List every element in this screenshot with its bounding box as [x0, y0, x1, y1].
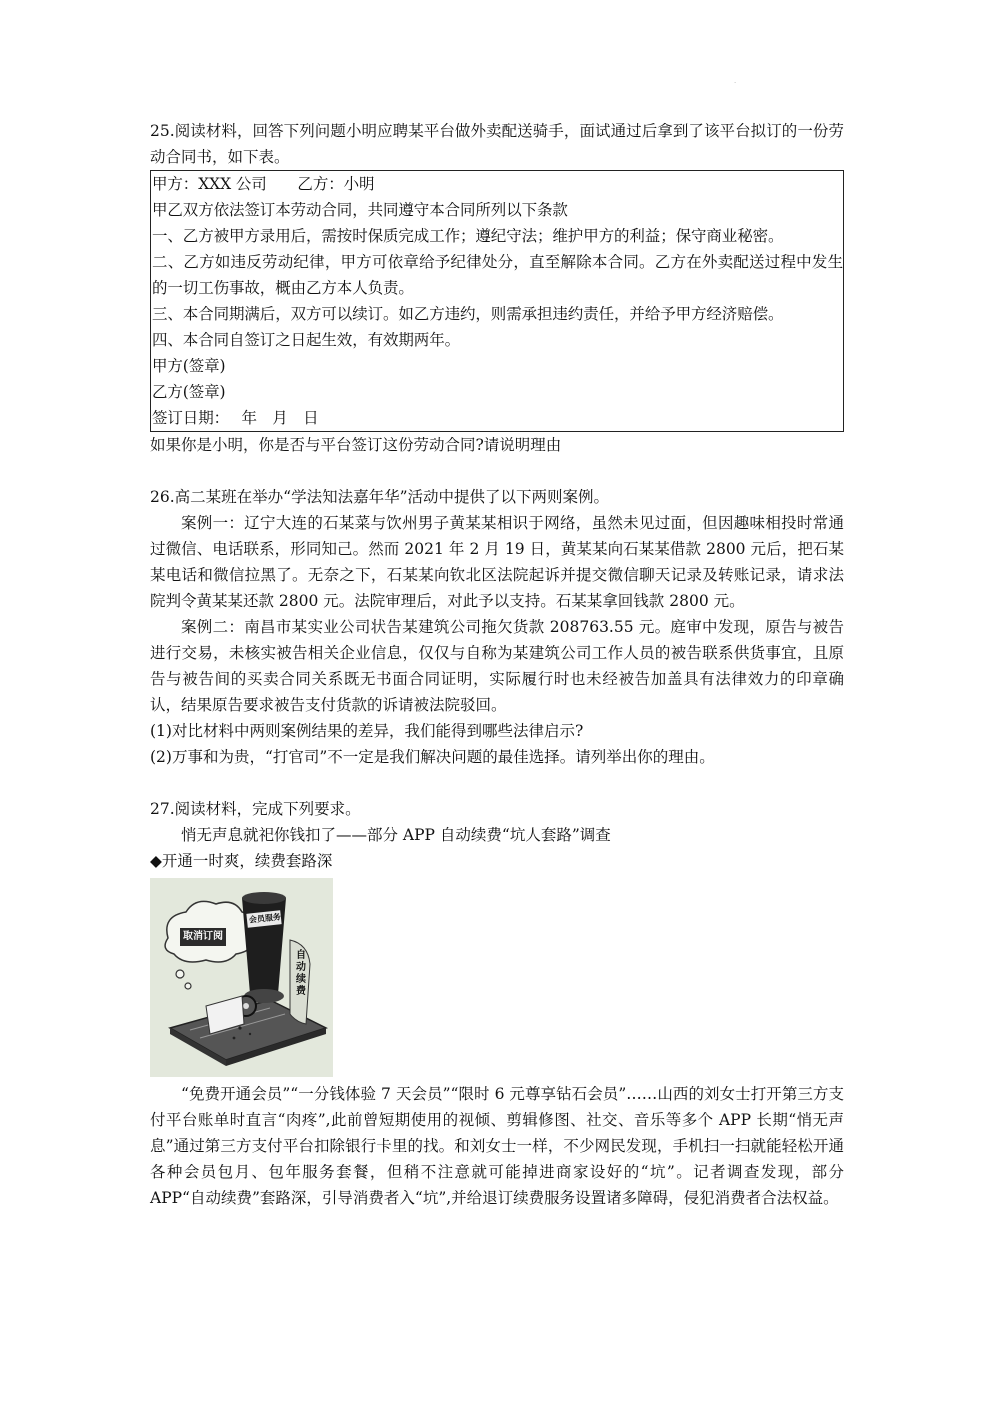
corner-mark: . — [734, 78, 736, 85]
q27-title: 悄无声息就祀你钱扣了——部分 APP 自动续费“坑人套路”调查 — [181, 826, 611, 844]
q27-intro: 27.阅读材料，完成下列要求。 — [150, 800, 361, 818]
contract-clause-1: 一、乙方被甲方录用后，需按时保质完成工作；遵纪守法；维护甲方的利益；保守商业秘密。 — [152, 227, 784, 245]
auto-renewal-illustration — [150, 878, 333, 1077]
document-page — [150, 118, 844, 1211]
spacer — [150, 770, 844, 796]
side-label: 自动续费 — [296, 950, 306, 997]
q26-question-2: (2)万事和为贵，“打官司”不一定是我们解决问题的最佳选择。请列举出你的理由。 — [150, 748, 715, 766]
q26-case-1: 案例一：辽宁大连的石某菜与饮州男子黄某某相识于网络，虽然未见过面，但因趣味相投时常通过微信、电话联系，形同知己。然而 2021 年 2 月 19 日，黄某某向石某某借款 2800 元后，把石某某电话和微信拉黑了。无奈之下，石某某向钦北区法院起诉并提交微信聊天记录及转账记录，请求法院判令黄某某还款 2800 元。法院审理后，对此予以支持。石某某拿回钱款 2800 元。 — [150, 514, 844, 610]
contract-date: 签订日期： 年 月 日 — [152, 409, 319, 427]
contract-preamble: 甲乙双方依法签订本劳动合同，共同遵守本合同所列以下条款 — [152, 201, 568, 219]
contract-clause-4: 四、本合同自签订之日起生效，有效期两年。 — [152, 331, 461, 349]
q25-question: 如果你是小明，你是否与平台签订这份劳动合同?请说明理由 — [150, 436, 562, 454]
spacer — [150, 458, 844, 484]
contract-parties: 甲方：XXX 公司 乙方：小明 — [152, 175, 375, 193]
contract-clause-2: 二、乙方如违反劳动纪律，甲方可依章给予纪律处分，直至解除本合同。乙方在外卖配送过程中发生的一切工伤事故，概由乙方本人负责。 — [152, 253, 843, 297]
contract-sign-b: 乙方(签章) — [152, 383, 226, 401]
contract-box — [150, 170, 844, 432]
bubble-label: 取消订阅 — [183, 931, 223, 942]
q26-intro: 26.高二某班在举办“学法知法嘉年华”活动中提供了以下两则案例。 — [150, 488, 610, 506]
q25-intro: 25.阅读材料，回答下列问题小明应聘某平台做外卖配送骑手，面试通过后拿到了该平台拟订的一份劳动合同书，如下表。 — [150, 122, 844, 166]
q26-question-1: (1)对比材料中两则案例结果的差异，我们能得到哪些法律启示? — [150, 722, 584, 740]
q26-case-2: 案例二：南昌市某实业公司状告某建筑公司拖欠货款 208763.55 元。庭审中发现，原告与被告进行交易，未核实被告相关企业信息，仅仅与自称为某建筑公司工作人员的被告联系供货事宜，且原告与被告间的买卖合同关系既无书面合同证明，实际履行时也未经被告加盖具有法律效力的印章确认，结果原告要求被告支付货款的诉请被法院驳回。 — [150, 618, 844, 714]
q27-subhead: ◆开通一时爽，续费套路深 — [150, 852, 333, 870]
q27-body: “免费开通会员”“一分钱体验 7 天会员”“限时 6 元尊享钻石会员”……山西的刘女士打开第三方支付平台账单时直言“肉疼”,此前曾短期使用的视倾、剪辑修图、社交、音乐等多个 APP 长期“悄无声息”通过第三方支付平台扣除银行卡里的找。和刘女士一样，不少网民发现，手机扫一扫就能轻松开通各种会员包月、包年服务套餐，但稍不注意就可能掉进商家设好的“坑”。记者调查发现，部分 APP“自动续费”套路深，引导消费者入“坑”,并给退订续费服务设置诸多障碍，侵犯消费者合法权益。 — [150, 1085, 844, 1207]
contract-clause-3: 三、本合同期满后，双方可以续订。如乙方违约，则需承担违约责任，并给予甲方经济赔偿。 — [152, 305, 784, 323]
stamp-label: 会员服务 — [248, 912, 282, 925]
contract-sign-a: 甲方(签章) — [152, 357, 226, 375]
